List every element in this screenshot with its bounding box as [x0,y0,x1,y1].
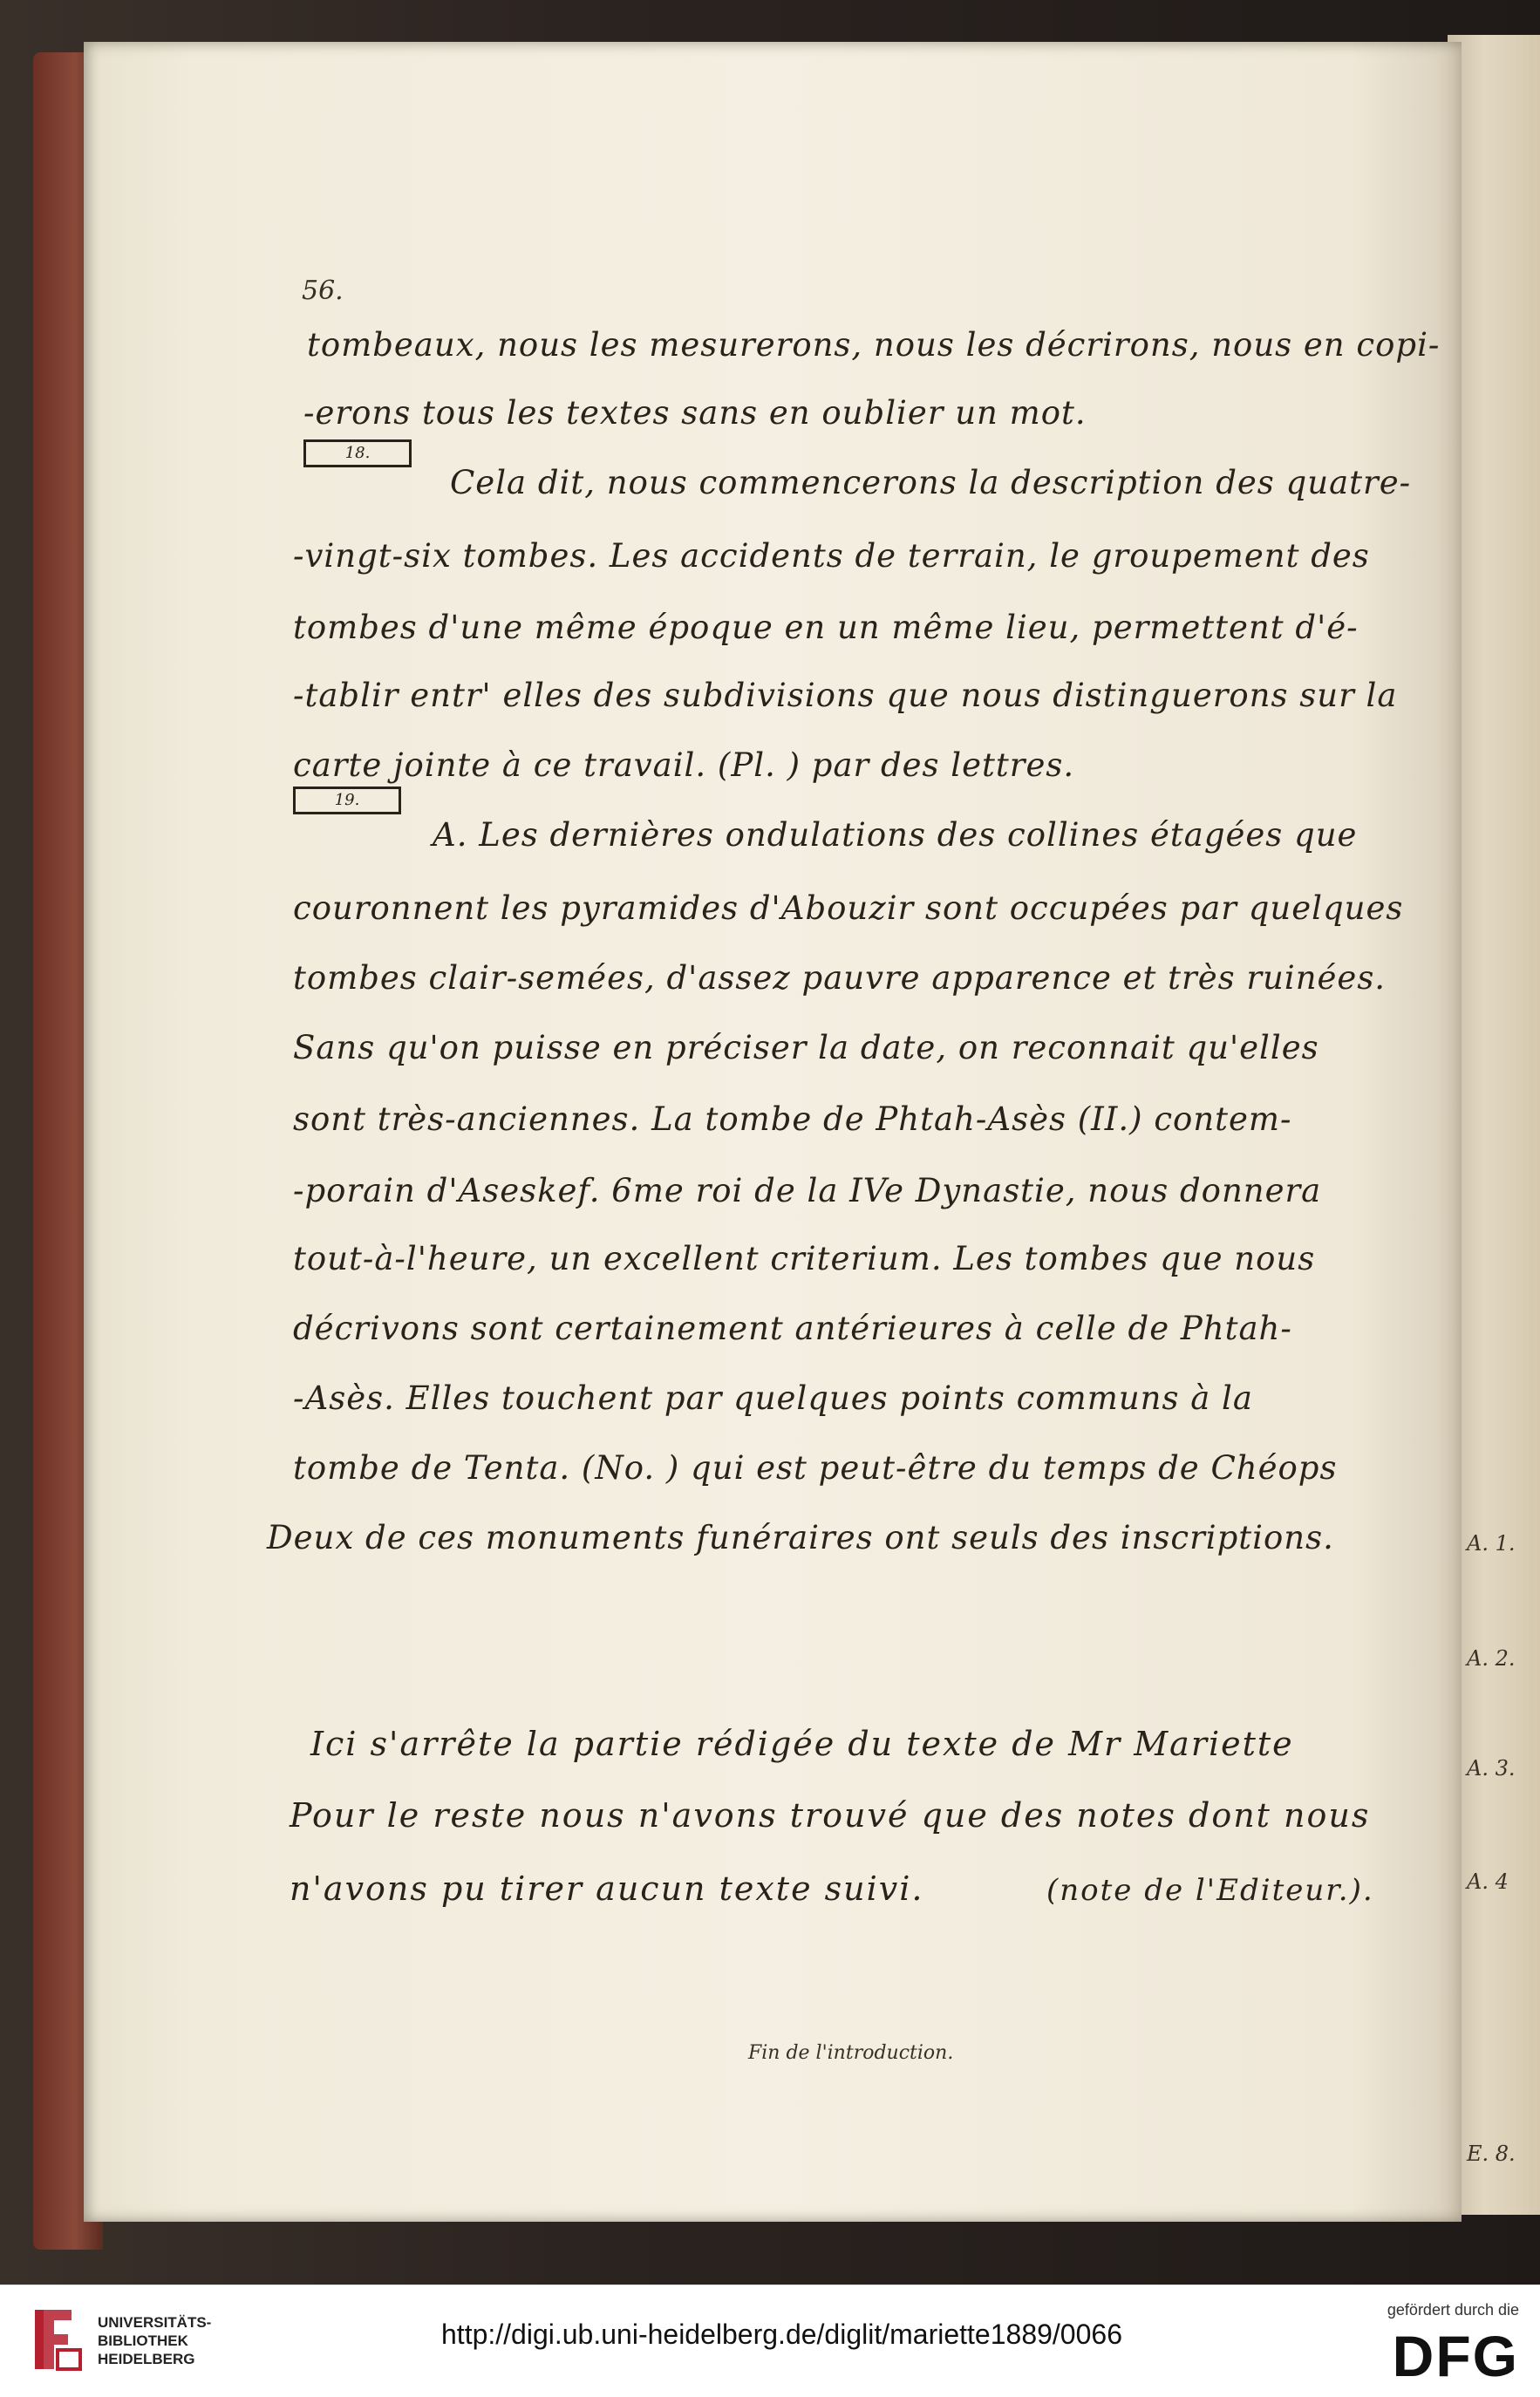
library-name-line: HEIDELBERG [98,2351,195,2367]
text-line: -tablir entr' elles des subdivisions que nous distinguerons sur la [293,677,1398,714]
permalink-url[interactable]: http://digi.ub.uni-heidelberg.de/diglit/mariette1889/0066 [441,2319,1122,2350]
funding-caption: gefördert durch die [1387,2301,1519,2319]
margin-note: A. 2. [1467,1646,1516,1671]
text-line: tombes clair-semées, d'assez pauvre apparence et très ruinées. [293,959,1387,997]
text-line: -erons tous les textes sans en oublier un mot. [303,394,1087,432]
margin-note: A. 3. [1467,1756,1516,1781]
margin-note: A. 4 [1467,1869,1509,1894]
text-line: Deux de ces monuments funéraires ont seuls des inscriptions. [267,1519,1334,1556]
text-line: sont très-anciennes. La tombe de Phtah-Asès (II.) contem- [293,1100,1292,1138]
paragraph-number-box: 19. [293,787,401,814]
text-line: tombeaux, nous les mesurerons, nous les décrirons, nous en copi- [307,326,1441,364]
text-line: Cela dit, nous commencerons la description des quatre- [450,464,1412,501]
editor-signature: (note de l'Editeur.). [1046,1873,1374,1908]
editor-note-line: Pour le reste nous n'avons trouvé que des notes dont nous [290,1796,1371,1835]
text-line: -Asès. Elles touchent par quelques points communs à la [293,1379,1253,1417]
editor-note-line: Ici s'arrête la partie rédigée du texte de Mr Mariette [310,1725,1294,1763]
library-name-line: UNIVERSITÄTS- [98,2314,212,2331]
paragraph-number-box: 18. [303,439,412,467]
page-number: 56. [302,276,344,306]
margin-note: A. 1. [1467,1531,1516,1556]
end-of-introduction: Fin de l'introduction. [748,2042,954,2064]
editor-note-line: n'avons pu tirer aucun texte suivi. [290,1869,924,1908]
library-name[interactable] [98,2313,211,2368]
text-line: décrivons sont certainement antérieures à celle de Phtah- [293,1310,1292,1347]
margin-note: E. 8. [1467,2142,1516,2166]
dfg-logo[interactable]: DFG [1392,2324,1519,2388]
text-line: tombe de Tenta. (No. ) qui est peut-être du temps de Chéops [293,1449,1338,1487]
text-line: Sans qu'on puisse en préciser la date, on reconnait qu'elles [293,1029,1319,1066]
manuscript-page [84,42,1462,2222]
library-name-line: BIBLIOTHEK [98,2332,188,2349]
text-line: tout-à-l'heure, un excellent criterium. Les tombes que nous [293,1240,1316,1277]
text-line: -porain d'Aseskef. 6me roi de la IVe Dynastie, nous donnera [293,1172,1322,1209]
text-line: tombes d'une même époque en un même lieu, permettent d'é- [293,609,1359,646]
text-line: A. Les dernières ondulations des collines étagées que [433,816,1358,854]
university-library-logo-icon[interactable] [31,2305,84,2374]
footer-bar [0,2285,1540,2397]
text-line: carte jointe à ce travail. (Pl. ) par des lettres. [293,746,1075,784]
text-line: couronnent les pyramides d'Abouzir sont occupées par quelques [293,889,1404,927]
text-line: -vingt-six tombes. Les accidents de terrain, le groupement des [293,537,1370,575]
